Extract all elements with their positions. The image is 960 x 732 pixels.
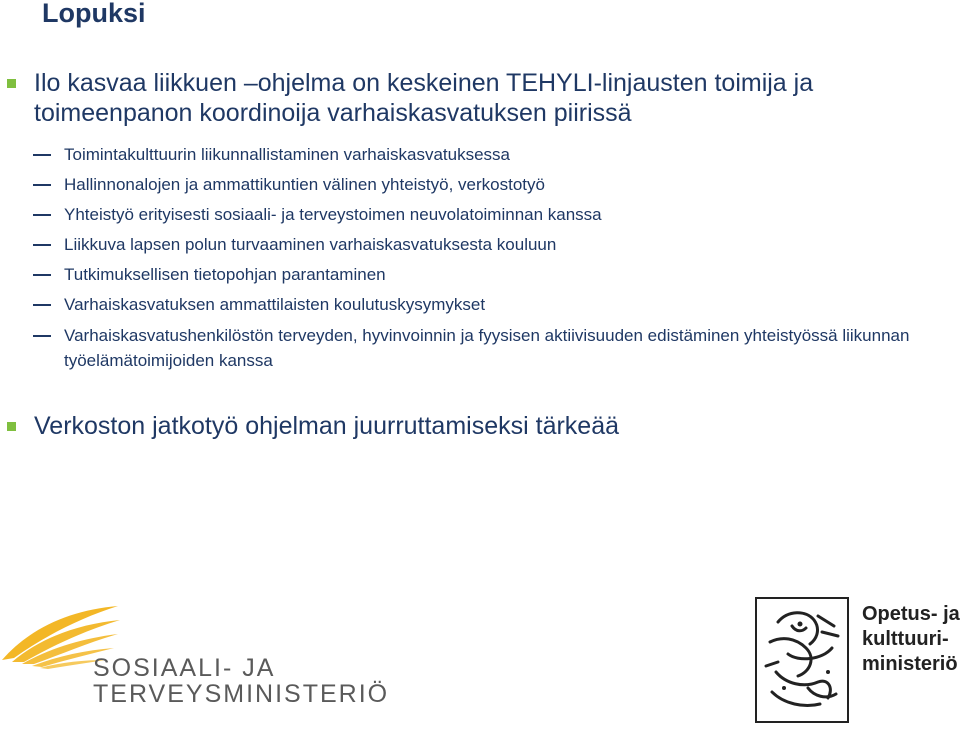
sub-bullet-text: Toimintakulttuurin liikunnallistaminen varhaiskasvatuksessa xyxy=(64,145,510,164)
dash-bullet-icon xyxy=(33,335,51,337)
stm-logo-graphic xyxy=(0,598,400,708)
sub-bullet-text: Hallinnonalojen ja ammattikuntien välinen yhteistyö, verkostotyö xyxy=(64,175,545,194)
square-bullet-icon xyxy=(7,422,16,431)
dash-bullet-icon xyxy=(33,154,51,156)
bullet-text: Ilo kasvaa liikkuen –ohjelma on keskeinen TEHYLI-linjausten toimija ja toimeenpanon koordinoija varhaiskasvatuksen piirissä xyxy=(34,69,814,127)
stm-logo xyxy=(0,598,400,708)
okm-logo-text xyxy=(862,602,960,677)
slide-title: Lopuksi xyxy=(42,0,146,28)
dash-bullet-icon xyxy=(33,274,51,276)
okm-logo-line1: Opetus- ja xyxy=(862,603,960,625)
sub-bullet-text: Varhaiskasvatuksen ammattilaisten koulutuskysymykset xyxy=(64,295,486,314)
dash-bullet-icon xyxy=(33,184,51,186)
lion-crest-icon xyxy=(748,592,858,727)
stm-logo-line2: TERVEYSMINISTERIÖ xyxy=(93,680,390,708)
dash-bullet-icon xyxy=(33,304,51,306)
sub-bullet-text: Yhteistyö erityisesti sosiaali- ja terveystoimen neuvolatoiminnan kanssa xyxy=(64,205,602,224)
okm-logo xyxy=(748,592,960,727)
okm-logo-line3: ministeriö xyxy=(862,653,958,675)
stm-logo-line1: SOSIAALI- JA xyxy=(93,654,276,682)
sub-bullet-text: Varhaiskasvatushenkilöstön terveyden, hyvinvoinnin ja fyysisen aktiivisuuden edistäminen yhteistyössä liikunnan työelämätoimijoiden kanssa xyxy=(64,326,910,370)
dash-bullet-icon xyxy=(33,214,51,216)
square-bullet-icon xyxy=(7,79,16,88)
okm-logo-line2: kulttuuri- xyxy=(862,628,949,650)
sub-bullet-text: Tutkimuksellisen tietopohjan parantaminen xyxy=(64,265,386,284)
bullet-text: Verkoston jatkotyö ohjelman juurruttamiseksi tärkeää xyxy=(34,412,620,440)
dash-bullet-icon xyxy=(33,244,51,246)
sub-bullet-text: Liikkuva lapsen polun turvaaminen varhaiskasvatuksesta kouluun xyxy=(64,235,557,254)
